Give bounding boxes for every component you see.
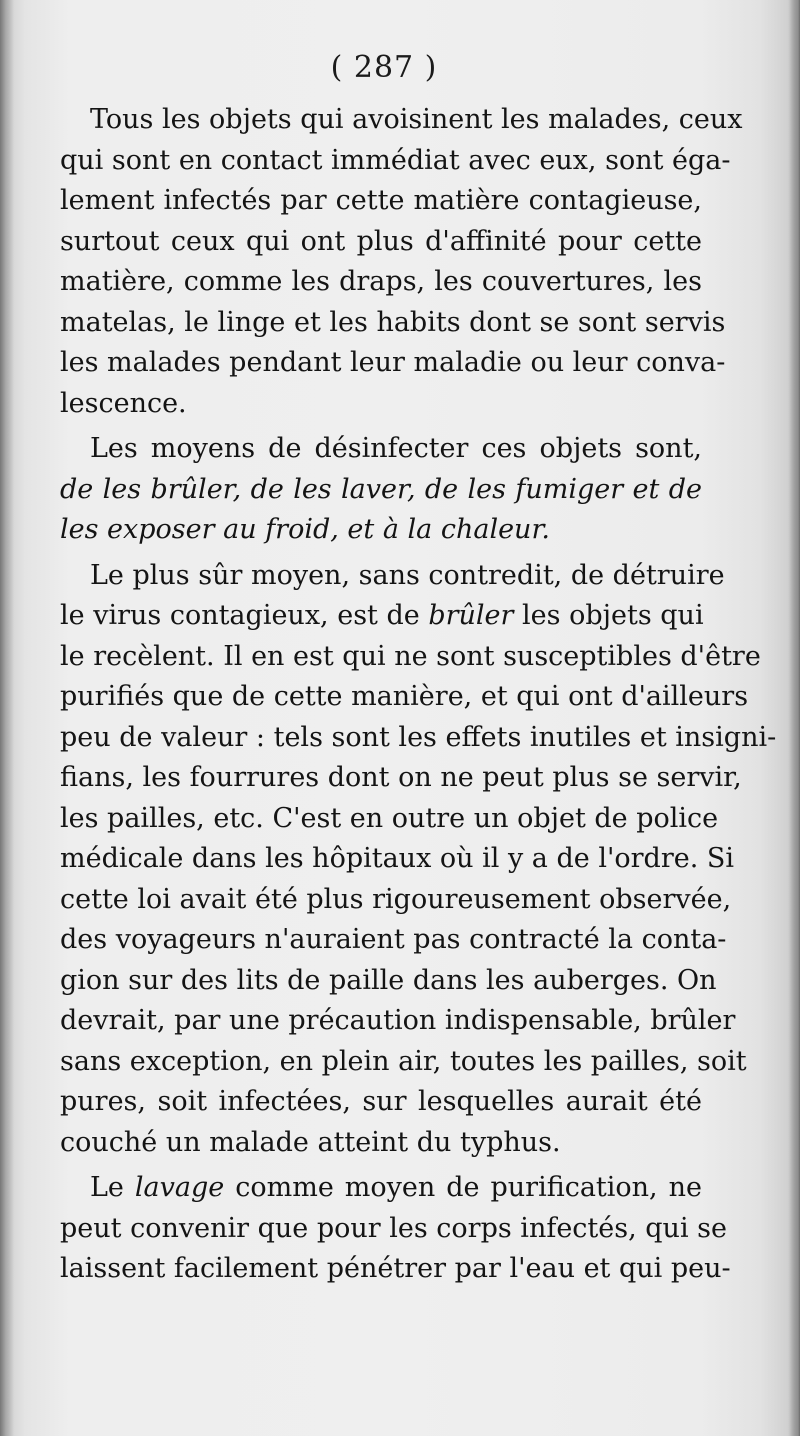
text-segment: les objets qui	[522, 600, 704, 631]
text-line: des voyageurs n'auraient pas contracté la conta-	[60, 924, 727, 955]
text-line: surtout ceux qui ont plus d'affinité pour cette	[60, 225, 702, 257]
text-segment: Le	[90, 1172, 124, 1203]
text-line: matière, comme les draps, les couvertures, les	[60, 266, 702, 297]
text-line: les exposer au froid, et à la chaleur.	[60, 514, 550, 545]
text-line: purifiés que de cette manière, et qui ont d'ailleurs	[60, 681, 749, 712]
text-segment: le virus contagieux, est de	[60, 600, 420, 631]
page-number: ( 287 )	[330, 50, 438, 85]
text-line: Tous les objets qui avoisinent les malades, ceux	[90, 104, 743, 135]
text-line: pures, soit infectées, sur lesquelles aurait été	[60, 1086, 702, 1117]
text-segment: comme moyen de purification, ne	[235, 1172, 702, 1203]
text-line: qui sont en contact immédiat avec eux, sont éga-	[60, 144, 731, 176]
text-line: devrait, par une précaution indispensable, brûler	[60, 1005, 736, 1036]
page-edge-shadow	[788, 0, 800, 1436]
emphasis-lavage: lavage	[134, 1172, 225, 1203]
text-line: fians, les fourrures dont on ne peut plus se servir,	[60, 762, 742, 793]
text-line: médicale dans les hôpitaux où il y a de l'ordre. Si	[60, 843, 735, 874]
text-line: les malades pendant leur maladie ou leur conva-	[60, 347, 726, 378]
text-line	[60, 1168, 702, 1209]
paragraph-2	[60, 429, 702, 551]
page-gutter-shadow	[0, 0, 14, 1436]
text-line	[60, 596, 702, 637]
paragraph-1	[60, 100, 743, 424]
text-line: Les moyens de désinfecter ces objets sont,	[90, 433, 702, 464]
text-line: le recèlent. Il en est qui ne sont susceptibles d'être	[60, 640, 761, 672]
text-line: sans exception, en plein air, toutes les pailles, soit	[60, 1045, 747, 1077]
text-line: de les brûler, de les laver, de les fumiger et de	[60, 473, 702, 505]
text-line: les pailles, etc. C'est en outre un objet de police	[60, 802, 719, 834]
text-line: couché un malade atteint du typhus.	[60, 1126, 561, 1158]
text-line: peut convenir que pour les corps infectés, qui se	[60, 1212, 727, 1244]
text-line: laissent facilement pénétrer par l'eau et qui peu-	[60, 1253, 731, 1284]
text-line: gion sur des lits de paille dans les auberges. On	[60, 964, 717, 996]
emphasis-brulers: brûler	[428, 600, 514, 631]
body-text	[60, 100, 777, 1290]
paragraph-3	[60, 556, 777, 1164]
text-line: matelas, le linge et les habits dont se sont servis	[60, 306, 726, 338]
text-line: lement infectés par cette matière contagieuse,	[60, 185, 702, 216]
text-line: lescence.	[60, 387, 187, 419]
paragraph-4	[60, 1168, 731, 1290]
text-line: peu de valeur : tels sont les effets inutiles et insigni-	[60, 721, 777, 753]
text-line: cette loi avait été plus rigoureusement observée,	[60, 883, 732, 915]
text-line: Le plus sûr moyen, sans contredit, de détruire	[90, 559, 725, 591]
